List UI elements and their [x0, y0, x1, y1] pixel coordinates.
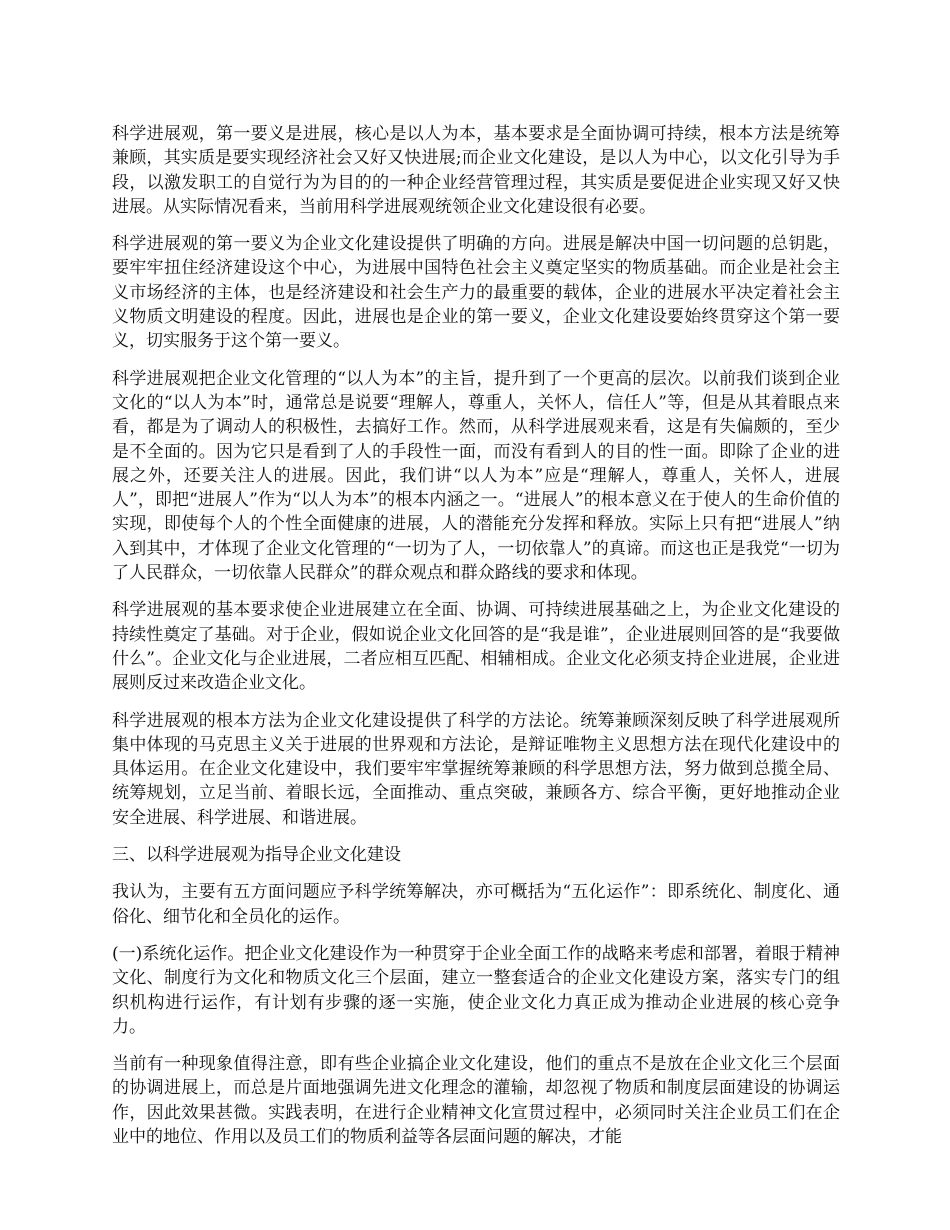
paragraph-five-operations: 我认为，主要有五方面问题应予科学统筹解决，亦可概括为“五化运作”：即系统化、制度化、通俗化、细节化和全员化的运作。 — [112, 882, 840, 927]
paragraph-basic-requirement: 科学进展观的基本要求使企业进展建立在全面、协调、可持续进展基础之上，为企业文化建设的持续性奠定了基础。对于企业，假如说企业文化回答的是“我是谁”，企业进展则回答的是“我要做什么”。企业文化与企业进展，二者应相互匹配、相辅相成。企业文化必须支持企业进展，企业进展则反过来改造企业文化。 — [112, 600, 840, 694]
paragraph-intro: 科学进展观，第一要义是进展，核心是以人为本，基本要求是全面协调可持续，根本方法是统筹兼顾，其实质是要实现经济社会又好又快进展;而企业文化建设，是以人为中心，以文化引导为手段，以激发职工的自觉行为为目的的一种企业经营管理过程，其实质是要促进企业实现又好又快进展。从实际情况看来，当前用科学进展观统领企业文化建设很有必要。 — [112, 124, 840, 217]
document-page — [112, 122, 840, 1162]
paragraph-people-oriented: 科学进展观把企业文化管理的“以人为本”的主旨，提升到了一个更高的层次。以前我们谈到企业文化的“以人为本”时，通常总是说要“理解人，尊重人，关怀人，信任人”等，但是从其着眼点来看，都是为了调动人的积极性，去搞好工作。然而，从科学进展观来看，这是有失偏颇的，至少是不全面的。因为它只是看到了人的手段性一面，而没有看到人的目的性一面。即除了企业的进展之外，还要关注人的进展。因此，我们讲“以人为本”应是“理解人，尊重人，关怀人，进展人”，即把“进展人”作为“以人为本”的根本内涵之一。“进展人”的根本意义在于使人的生命价值的实现，即使每个人的个性全面健康的进展，人的潜能充分发挥和释放。实际上只有把“进展人”纳入到其中，才体现了企业文化管理的“一切为了人，一切依靠人”的真谛。而这也正是我党“一切为了人民群众，一切依靠人民群众”的群众观点和群众路线的要求和体现。 — [112, 368, 840, 584]
paragraph-systematization: (一)系统化运作。把企业文化建设作为一种贯穿于企业全面工作的战略来考虑和部署，着眼于精神文化、制度行为文化和物质文化三个层面，建立一整套适合的企业文化建设方案，落实专门的组织机构进行运作，有计划有步骤的逐一实施，使企业文化力真正成为推动企业进展的核心竞争力。 — [112, 943, 840, 1037]
paragraph-first-essential: 科学进展观的第一要义为企业文化建设提供了明确的方向。进展是解决中国一切问题的总钥匙，要牢牢扭住经济建设这个中心，为进展中国特色社会主义奠定坚实的物质基础。而企业是社会主义市场经济的主体，也是经济建设和社会生产力的最重要的载体，企业的进展水平决定着社会主义物质文明建设的程度。因此，进展也是企业的第一要义，企业文化建设要始终贯穿这个第一要义，切实服务于这个第一要义。 — [112, 234, 840, 352]
paragraph-fundamental-method: 科学进展观的根本方法为企业文化建设提供了科学的方法论。统筹兼顾深刻反映了科学进展观所集中体现的马克思主义关于进展的世界观和方法论，是辩证唯物主义思想方法在现代化建设中的具体运用。在企业文化建设中，我们要牢牢掌握统筹兼顾的科学思想方法，努力做到总揽全局、统筹规划，立足当前、着眼长远，全面推动、重点突破，兼顾各方、综合平衡，更好地推动企业安全进展、科学进展、和谐进展。 — [112, 710, 840, 828]
paragraph-current-phenomenon: 当前有一种现象值得注意，即有些企业搞企业文化建设，他们的重点不是放在企业文化三个层面的协调进展上，而总是片面地强调先进文化理念的灌输，却忽视了物质和制度层面建设的协调运作，因此效果甚微。实践表明，在进行企业精神文化宣贯过程中，必须同时关注企业员工们在企业中的地位、作用以及员工们的物质利益等各层面问题的解决，才能 — [112, 1054, 840, 1147]
section-heading: 三、以科学进展观为指导企业文化建设 — [112, 845, 401, 866]
